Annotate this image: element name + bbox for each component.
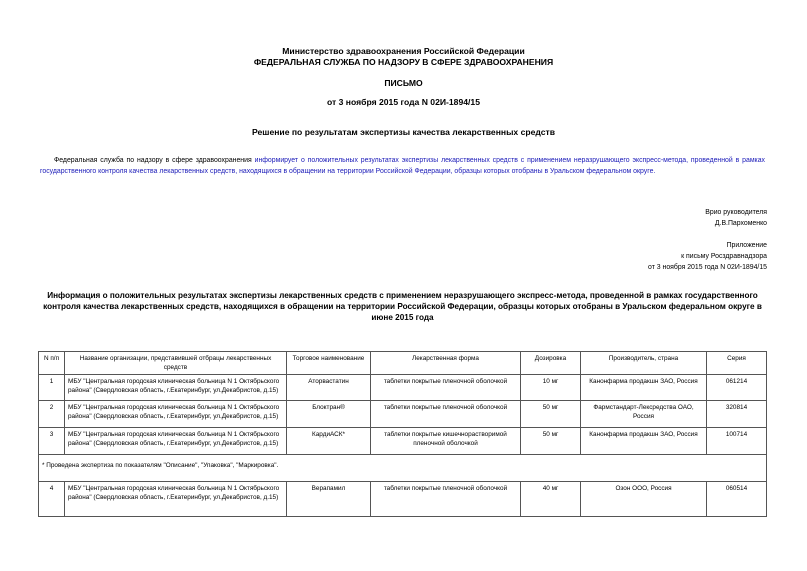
document-type: ПИСЬМО [384, 78, 423, 88]
cell-dosage-form: таблетки покрытые кишечнорастворимой пленочной оболочкой [371, 428, 521, 455]
cell-manufacturer: Канонфарма продакшн ЗАО, Россия [581, 375, 707, 401]
intro-link-text[interactable]: информирует о положительных результатах экспертизы лекарственных средств с применением неразрушающего экспресс-метода, проведенной в рамках государственного контроля качества лекарственных средств, находящихся в обращении на территории Российской Федерации, образцы которых отобраны в Уральском федеральном округе. [40, 157, 766, 175]
table-note: * Проведена экспертиза по показателям "Описание", "Упаковка", "Маркировка". [39, 455, 767, 482]
table-row [39, 428, 767, 455]
cell-series: 060514 [707, 482, 767, 517]
cell-dosage-form: таблетки покрытые пленочной оболочкой [371, 482, 521, 517]
cell-dosage: 50 мг [521, 428, 581, 455]
cell-trade-name: Аторвастатин [287, 375, 371, 401]
cell-manufacturer: Озон ООО, Россия [581, 482, 707, 517]
header-dosage: Дозировка [521, 352, 581, 375]
ministry-name: Министерство здравоохранения Российской Федерации [282, 46, 525, 56]
service-name: ФЕДЕРАЛЬНАЯ СЛУЖБА ПО НАДЗОРУ В СФЕРЕ ЗДРАВООХРАНЕНИЯ [253, 57, 554, 67]
table-note-row [39, 455, 767, 482]
cell-series: 100714 [707, 428, 767, 455]
cell-organization: МБУ "Центральная городская клиническая больница N 1 Октябрьского района" (Свердловская область, г.Екатеринбург, ул.Декабристов, д.15) [65, 375, 287, 401]
appendix-line-3: от 3 ноября 2015 года N 02И-1894/15 [648, 264, 767, 271]
cell-trade-name: Верапамил [287, 482, 371, 517]
cell-trade-name: Блоктран® [287, 401, 371, 428]
appendix-line-2: к письму Росздравнадзора [681, 253, 767, 260]
cell-number: 1 [39, 375, 65, 401]
document-date: от 3 ноября 2015 года N 02И-1894/15 [327, 97, 480, 107]
cell-series: 320814 [707, 401, 767, 428]
header-number: N п/п [39, 352, 65, 375]
header-manufacturer: Производитель, страна [581, 352, 707, 375]
table-row [39, 375, 767, 401]
header-trade-name: Торговое наименование [287, 352, 371, 375]
header-organization: Название организации, представившей отбрацы лекарственных средств [65, 352, 287, 375]
cell-trade-name: КардиАСК* [287, 428, 371, 455]
cell-dosage-form: таблетки покрытые пленочной оболочкой [371, 401, 521, 428]
appendix-line-1: Приложение [726, 242, 767, 249]
table-row [39, 401, 767, 428]
cell-manufacturer: Фармстандарт-Лексредства ОАО, Россия [581, 401, 707, 428]
signature-name: Д.В.Пархоменко [714, 220, 767, 227]
cell-dosage: 40 мг [521, 482, 581, 517]
info-title: Информация о положительных результатах экспертизы лекарственных средств с применением неразрушающего экспресс-метода, проведенной в рамках государственного контроля качества лекарственных средств, находящихся в обращении на территории Российской Федерации, образцы которых отобраны в Уральском федеральном округе в июне 2015 года [43, 291, 762, 322]
signature-position: Врио руководителя [705, 209, 767, 216]
table-row [39, 482, 767, 517]
document-subject: Решение по результатам экспертизы качества лекарственных средств [251, 127, 556, 137]
intro-paragraph [40, 155, 765, 177]
appendix-block [648, 240, 767, 273]
cell-number: 4 [39, 482, 65, 517]
signature-block [705, 207, 767, 229]
header-series: Серия [707, 352, 767, 375]
cell-organization: МБУ "Центральная городская клиническая больница N 1 Октябрьского района" (Свердловская область, г.Екатеринбург, ул.Декабристов, д.15) [65, 428, 287, 455]
cell-dosage-form: таблетки покрытые пленочной оболочкой [371, 375, 521, 401]
cell-manufacturer: Канонфарма продакшн ЗАО, Россия [581, 428, 707, 455]
results-table [38, 351, 767, 517]
intro-text: Федеральная служба по надзору в сфере здравоохранения [54, 157, 255, 164]
cell-dosage: 50 мг [521, 401, 581, 428]
cell-organization: МБУ "Центральная городская клиническая больница N 1 Октябрьского района" (Свердловская область, г.Екатеринбург, ул.Декабристов, д.15) [65, 401, 287, 428]
header-dosage-form: Лекарственная форма [371, 352, 521, 375]
cell-dosage: 10 мг [521, 375, 581, 401]
cell-number: 2 [39, 401, 65, 428]
cell-series: 061214 [707, 375, 767, 401]
cell-number: 3 [39, 428, 65, 455]
cell-organization: МБУ "Центральная городская клиническая больница N 1 Октябрьского района" (Свердловская область, г.Екатеринбург, ул.Декабристов, д.15) [65, 482, 287, 517]
table-header-row [39, 352, 767, 375]
